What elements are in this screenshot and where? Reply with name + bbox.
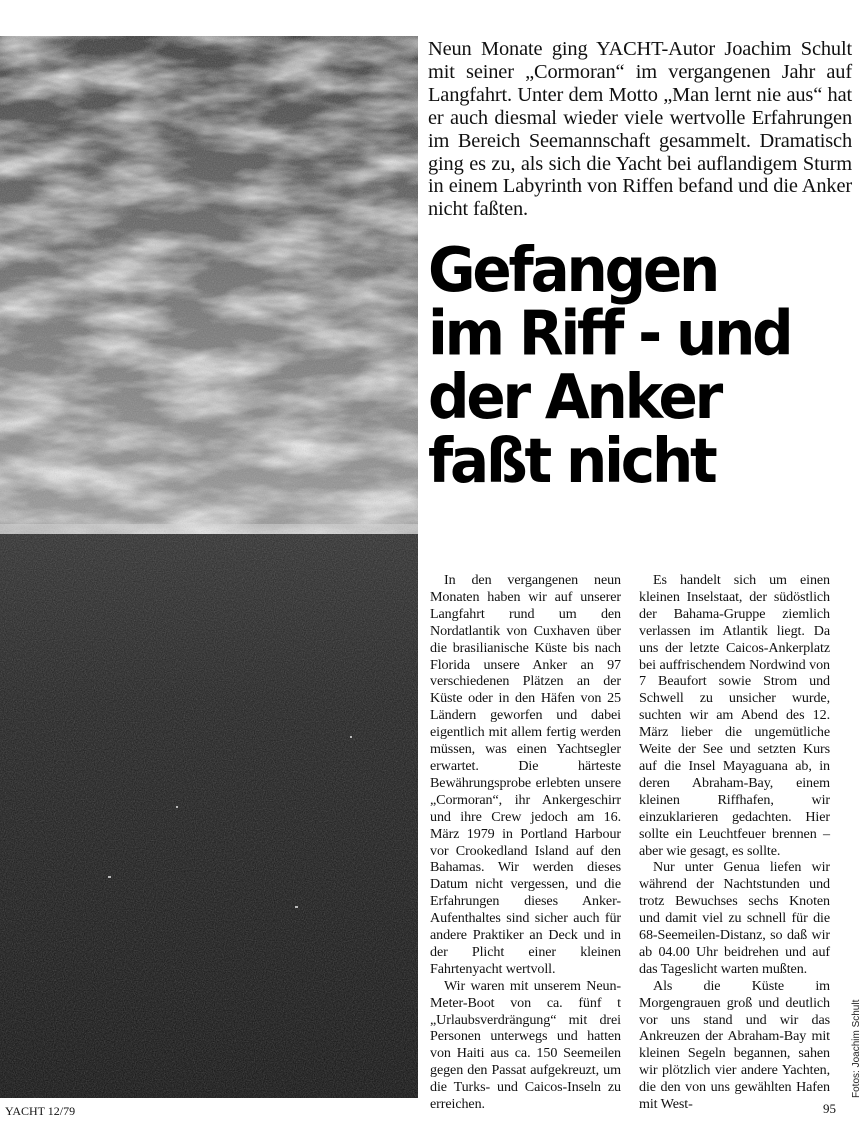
photo-credit: Fotos: Joachim Schult [851,999,862,1098]
body-paragraph: Nur unter Genua liefen wir während der Nachtstunden und trotz Bewuchses sechs Knoten und damit viel zu schnell für die 68-Seemeilen-Distanz, so daß wir ab 04.00 Uhr beidrehen und auf das Tageslicht warten mußten. [639,859,830,977]
body-paragraph: Als die Küste im Morgengrauen groß und deutlich vor uns stand und wir das Ankreuzen der Abraham-Bay mit kleinen Segeln begannen, sahen wir plötzlich vier andere Yachten, die den von uns gewählten Hafen mit West- [639,977,830,1113]
headline-line-3: der Anker [428,360,720,434]
body-column-right [639,572,830,1113]
body-paragraph: In den vergangenen neun Monaten haben wir auf unserer Langfahrt rund um den Nordatlantik von Cuxhaven über die brasilianische Küste bis nach Florida unsere Anker an 97 verschiedenen Plätzen an der Küste oder in den Häfen von 25 Ländern geworfen und dabei eigentlich mit allem fertig werden müssen, was einen Yachtsegler erwartet. Die härteste Bewährungsprobe erlebten unsere „Cormoran“, ihr Ankergeschirr und ihre Crew jedoch am 16. März 1979 in Portland Harbour vor Crookedland Island auf den Bahamas. Wir werden dieses Datum nicht vergessen, und die Erfahrungen dieses Anker-Aufenthaltes sind sicher auch für andere Praktiker an Deck und in der Plicht einer kleinen Fahrtenyacht wertvoll. [430,572,621,977]
page-number: 95 [823,1101,836,1116]
body-column-left [430,572,621,1113]
headline-line-1: Gefangen [428,233,718,306]
headline [428,233,858,497]
body-paragraph: Wir waren mit unserem Neun-Meter-Boot von ca. fünf t „Urlaubsverdrängung“ mit drei Personen unterwegs und hatten von Haiti aus ca. 150 Seemeilen gegen den Passat aufgekreuzt, um die Turks- und Caicos-Inseln zu erreichen. [430,977,621,1113]
sea-sky-photo [0,36,418,1098]
magazine-issue: YACHT 12/79 [5,1104,76,1118]
body-paragraph: Es handelt sich um einen kleinen Inselstaat, der südöstlich der Bahama-Gruppe ziemlich verlassen im Atlantik liegt. Da uns der letzte Caicos-Ankerplatz bei auffrischendem Nordwind von 7 Beaufort sowie Strom und Schwell zu unsicher wurde, suchten wir am Abend des 12. März lieber die ungemütliche Weite der See und setzten Kurs auf die Insel Mayaguana ab, in deren Abraham-Bay, einem kleinen Riffhafen, wir einzuklarieren gedachten. Hier sollte ein Leuchtfeuer brennen – aber wie gesagt, es sollte. [639,572,830,859]
headline-line-4: faßt nicht [428,424,715,497]
headline-line-2: im Riff - und [428,297,791,370]
intro-paragraph: Neun Monate ging YACHT-Autor Joachim Schult mit seiner „Cormoran“ im vergangenen Jahr auf Langfahrt. Unter dem Motto „Man lernt nie aus“ hat er auch diesmal wieder viele wertvolle Erfahrungen im Bereich Seemannschaft gesammelt. Dramatisch ging es zu, als sich die Yacht bei auflandigem Sturm in einem Labyrinth von Riffen befand und die Anker nicht faßten. [428,38,852,221]
